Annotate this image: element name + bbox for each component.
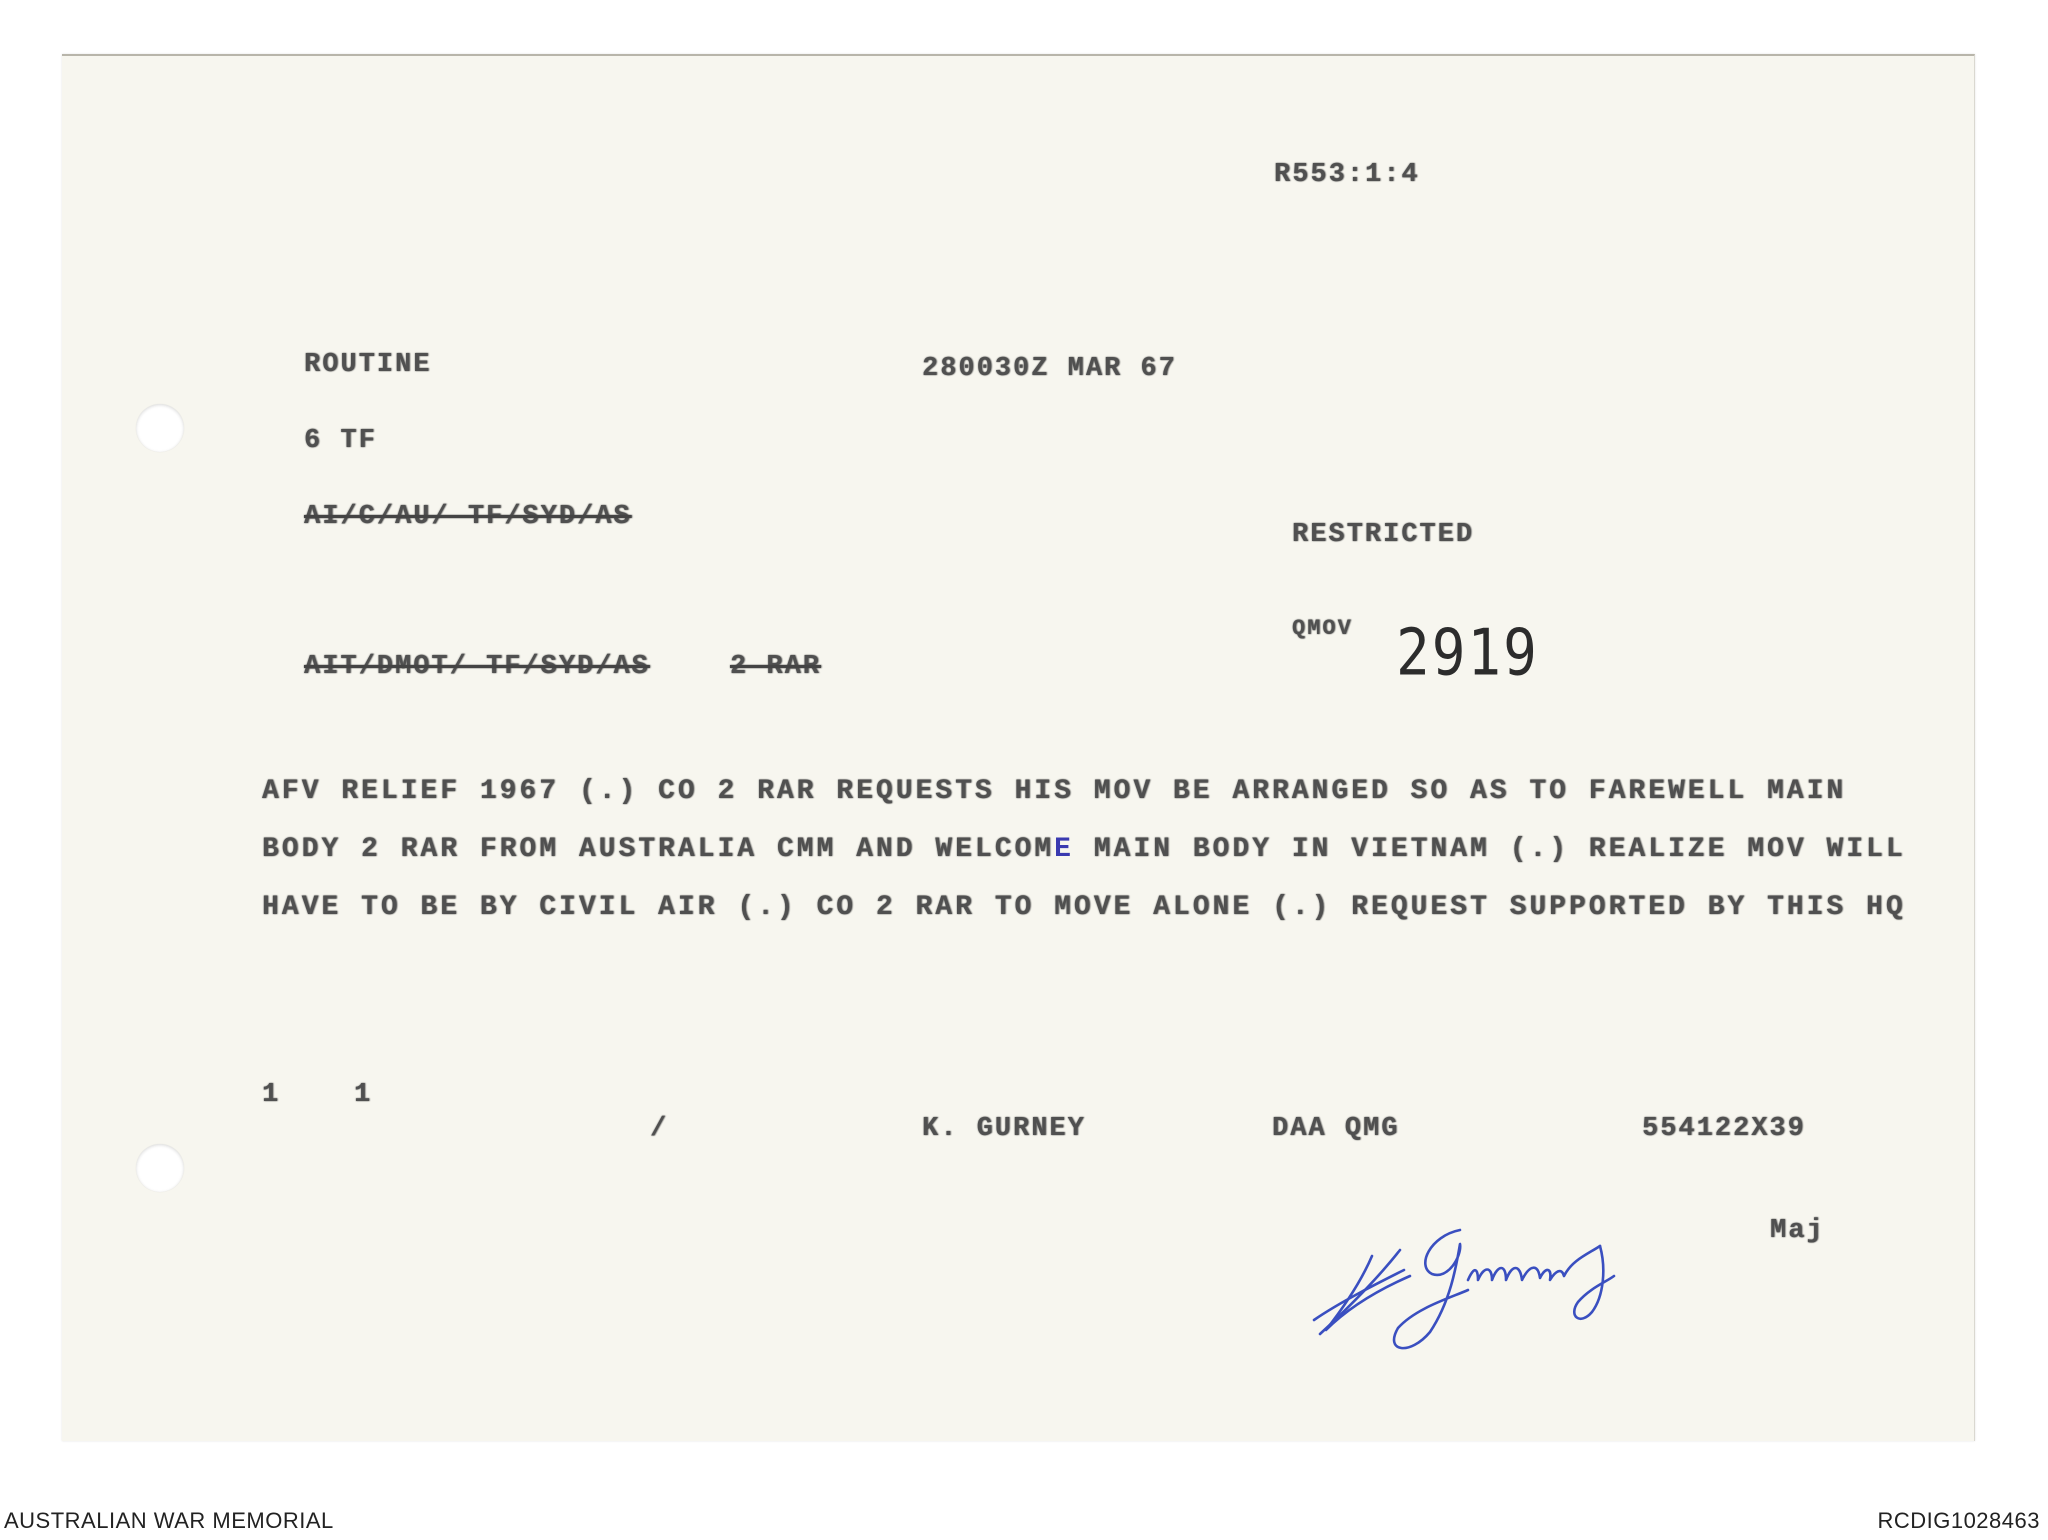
signer-appointment: DAA QMG bbox=[1272, 1114, 1400, 1144]
footer-catalog-id: RCDIG1028463 bbox=[1877, 1508, 2040, 1533]
message-line-3: HAVE TO BE BY CIVIL AIR (.) CO 2 RAR TO MOVE ALONE (.) REQUEST SUPPORTED BY THIS HQ bbox=[262, 892, 1906, 923]
footer-credit: AUSTRALIAN WAR MEMORIAL bbox=[4, 1508, 334, 1533]
from-address: 6 TF bbox=[304, 426, 377, 456]
serial-number-stamp: 2919 bbox=[1396, 616, 1539, 691]
punch-hole-bottom bbox=[136, 1144, 184, 1192]
info-address-struck: AIT/DMOT/ TF/SYD/AS bbox=[304, 652, 650, 682]
message-line-1: AFV RELIEF 1967 (.) CO 2 RAR REQUESTS HIS MOV BE ARRANGED SO AS TO FAREWELL MAIN bbox=[262, 776, 1847, 807]
classification: RESTRICTED bbox=[1292, 520, 1475, 550]
serial-prefix: QMOV bbox=[1292, 616, 1353, 641]
message-line-2 bbox=[262, 834, 1906, 865]
date-time-group: 280030Z MAR 67 bbox=[922, 354, 1177, 384]
count-one: 1 bbox=[262, 1080, 281, 1110]
precedence: ROUTINE bbox=[304, 350, 432, 380]
signer-rank: Maj bbox=[1770, 1216, 1825, 1246]
handwritten-correction: E bbox=[1054, 834, 1074, 865]
count-two: 1 bbox=[354, 1080, 373, 1110]
info-address-struck-suffix: 2 RAR bbox=[730, 652, 822, 682]
reference-number: R553:1:4 bbox=[1274, 160, 1420, 190]
handwritten-signature bbox=[1300, 1210, 1740, 1370]
slash-mark: / bbox=[650, 1114, 669, 1144]
message-line-2-part-a: BODY 2 RAR FROM AUSTRALIA CMM AND WELCOM bbox=[262, 834, 1055, 865]
punch-hole-top bbox=[136, 404, 184, 452]
message-line-2-part-b: MAIN BODY IN VIETNAM (.) REALIZE MOV WILL bbox=[1073, 834, 1906, 865]
to-address-struck: AI/C/AU/ TF/SYD/AS bbox=[304, 502, 632, 532]
signer-name: K. GURNEY bbox=[922, 1114, 1086, 1144]
service-number: 554122X39 bbox=[1642, 1114, 1806, 1144]
